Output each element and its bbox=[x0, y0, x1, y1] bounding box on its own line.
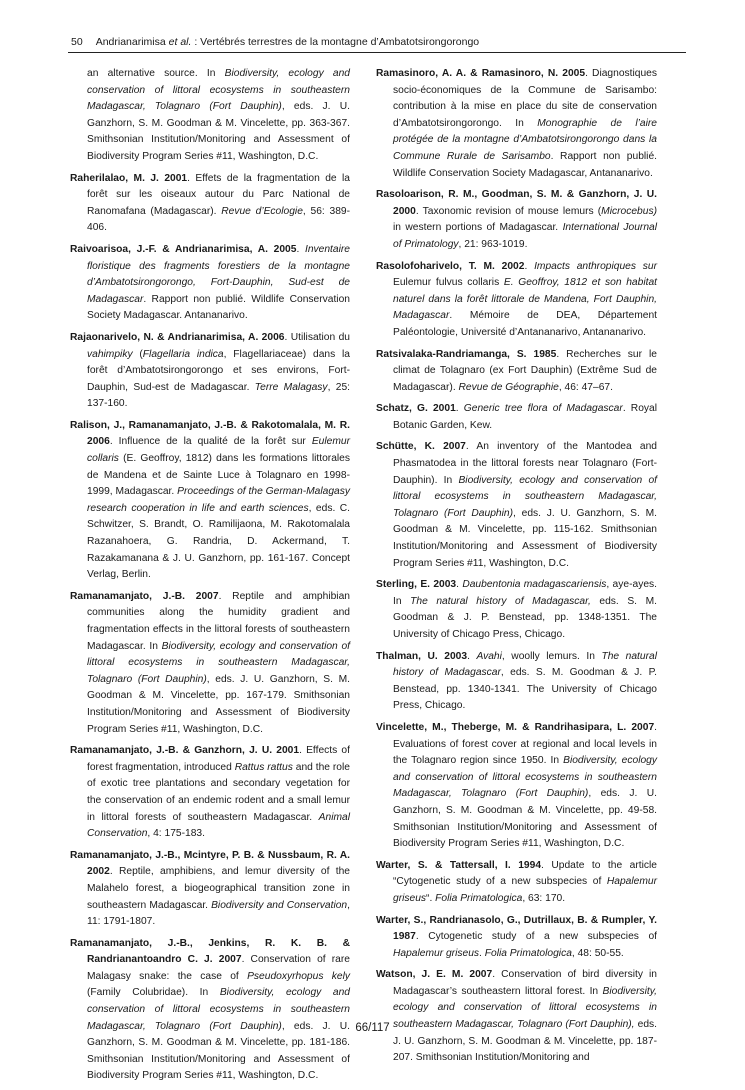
reference-text: , 21: 963-1019. bbox=[458, 238, 528, 250]
reference-entry bbox=[70, 330, 350, 413]
reference-text: (Family Colubridae). In bbox=[87, 987, 220, 999]
reference-italic-text: Generic tree flora of Madagascar bbox=[463, 403, 623, 415]
reference-text: , eds. S. M. Goodman & J. P. Benstead, pp. 1340-1341. The University of Chicago Press, Chicago. bbox=[393, 667, 657, 712]
reference-italic-text: Terre Malagasy bbox=[254, 381, 328, 393]
reference-italic-text: Avahi bbox=[476, 650, 502, 662]
reference-author-year: Rajaonarivelo, N. & Andrianarimisa, A. 2006 bbox=[70, 331, 285, 343]
reference-text: , 46: 47–67. bbox=[558, 381, 613, 393]
reference-text: . bbox=[455, 403, 464, 415]
reference-italic-text: The natural history of Madagascar bbox=[393, 650, 657, 679]
reference-entry bbox=[376, 439, 657, 572]
reference-italic-text: Flagellaria indica bbox=[142, 348, 224, 360]
reference-entry bbox=[376, 649, 657, 715]
reference-text: , Flagellariaceae) dans la forêt d’Ambatotsirongorongo et ses environs, Fort-Dauphin, Sud-est de Madagascar. bbox=[87, 348, 350, 393]
reference-entry bbox=[70, 66, 350, 166]
reference-text: , eds. J. U. Ganzhorn, S. M. Goodman & M. Vincelette, pp. 115-162. Smithsonian Institution/Monitoring and Assessment of Biodiversity Program Series #11, Washington, D.C. bbox=[393, 507, 657, 569]
reference-text: . bbox=[467, 650, 477, 662]
reference-author-year: Thalman, U. 2003 bbox=[376, 650, 468, 662]
reference-text: “. bbox=[426, 892, 436, 904]
reference-text: , eds. J. U. Ganzhorn, S. M. Goodman & M. Vincelette, pp. 363-367. Smithsonian Institution/Monitoring and Assessment of Biodiversity Program Series #11, Washington, D.C. bbox=[87, 101, 350, 162]
reference-entry bbox=[376, 187, 657, 253]
reference-author-year: Ramanamanjato, J.-B., Mcintyre, P. B. & Nussbaum, R. A. 2002 bbox=[70, 849, 350, 878]
reference-entry bbox=[376, 913, 657, 963]
reference-text: , 56: 389-406. bbox=[87, 205, 351, 234]
reference-author-year: Schütte, K. 2007 bbox=[376, 441, 466, 453]
reference-text: eds. J. U. Ganzhorn, S. M. Goodman & M. Vincelette, pp. 187-207. Smithsonian Institution/Monitoring and bbox=[393, 1019, 657, 1064]
reference-text: . bbox=[479, 947, 485, 959]
reference-text: . Cytogenetic study of a new subspecies of bbox=[415, 931, 657, 943]
reference-text: , woolly lemurs. In bbox=[501, 650, 602, 662]
reference-text: , 4: 175-183. bbox=[147, 828, 205, 840]
reference-italic-text: Biodiversity, ecology and conservation of littoral ecosystems in southeastern Madagascar, Tolagnaro (Fort Dauphin) bbox=[87, 68, 351, 113]
reference-text: , 48: 50-55. bbox=[571, 947, 624, 959]
reference-author-year: Rasolofoharivelo, T. M. 2002 bbox=[376, 260, 525, 272]
reference-entry bbox=[376, 347, 657, 397]
reference-text: . Royal Botanic Garden, Kew. bbox=[393, 403, 658, 431]
reference-text: . bbox=[296, 243, 305, 255]
reference-text: . Diagnostiques socio-économiques de la Commune de Sarisambo: contribution à la mise en place du site de conservation d’Ambatotsirongorongo. In bbox=[393, 68, 658, 129]
reference-entry bbox=[376, 967, 657, 1067]
reference-text: . bbox=[524, 260, 535, 272]
reference-entry bbox=[70, 242, 350, 325]
reference-text: , 11: 1791-1807. bbox=[87, 899, 350, 928]
reference-italic-text: Eulemur collaris bbox=[87, 436, 350, 465]
reference-italic-text: Impacts anthropiques sur bbox=[534, 260, 657, 272]
reference-italic-text: Monographie de l’aire protégée de la montagne d’Ambatotsirongorongo dans la Commune Rurale de Sarisambo bbox=[393, 117, 657, 162]
reference-author-year: Ralison, J., Ramanamanjato, J.-B. & Rakotomalala, M. R. 2006 bbox=[70, 419, 350, 448]
reference-text: . Conservation of bird diversity in Madagascar’s southeastern littoral forest. In bbox=[393, 969, 657, 997]
references-right-column bbox=[376, 66, 657, 1072]
reference-text: . Rapport non publié. Wildlife Conservation Society Madagascar, Antananarivo. bbox=[393, 150, 657, 179]
reference-italic-text: Revue de Géographie bbox=[458, 381, 559, 393]
reference-text: . Influence de la qualité de la forêt sur bbox=[109, 436, 312, 448]
reference-text: , eds. J. U. Ganzhorn, S. M. Goodman & M. Vincelette, pp. 167-179. Smithsonian Institution/Monitoring and Assessment of Biodiversity Program Series #11, Washington, D.C. bbox=[87, 673, 350, 735]
reference-text: . Update to the article “Cytogenetic study of a new subspecies of bbox=[393, 859, 657, 888]
reference-entry bbox=[376, 401, 657, 434]
reference-italic-text: Folia Primatologica bbox=[484, 947, 572, 959]
page-number: 50 bbox=[71, 36, 83, 48]
reference-text: . Conservation of rare Malagasy snake: the case of bbox=[87, 954, 350, 982]
reference-text: . Rapport non publié. Wildlife Conservation Society Madagascar. Antananarivo. bbox=[87, 293, 350, 322]
reference-italic-text: Animal Conservation bbox=[87, 811, 350, 840]
reference-italic-text: E. Geoffroy, 1812 et son habitat naturel dans la forêt littorale de Mandena, Fort Dauphin, Madagascar bbox=[393, 277, 657, 322]
reference-text: and the role of exotic tree plantations and secondary vegetation for the conservation of an endemic rodent and a small lemur in littoral forests of southeastern Madagascar. bbox=[87, 761, 350, 823]
reference-italic-text: Biodiversity, ecology and conservation of littoral ecosystems in southeastern Madagascar, Tolagnaro (Fort Dauphin) bbox=[393, 755, 657, 800]
reference-text: eds. S. M. Goodman & J. P. Benstead, pp. 1348-1351. The University of Chicago Press, Chicago. bbox=[393, 595, 657, 640]
reference-text: (E. Geoffroy, 1812) dans les formations littorales de Mandena et de Sainte Luce à Tolagnaro en 1998-1999, Madagascar. bbox=[87, 453, 350, 498]
reference-italic-text: Hapalemur griseus bbox=[393, 876, 657, 904]
reference-text: . Effets de la fragmentation de la forêt sur les oiseaux autour du Parc National de Ranomafana (Madagascar). bbox=[87, 172, 351, 217]
running-header bbox=[71, 36, 688, 48]
reference-text: an alternative source. In bbox=[87, 68, 225, 79]
reference-author-year: Schatz, G. 2001 bbox=[376, 403, 456, 415]
reference-author-year: Vincelette, M., Theberge, M. & Randrihasipara, L. 2007 bbox=[376, 721, 655, 733]
page-counter: 66/117 bbox=[355, 1022, 390, 1034]
reference-italic-text: Biodiversity, ecology and conservation of littoral ecosystems in southeastern Madagascar, Tolagnaro (Fort Dauphin) bbox=[393, 474, 658, 519]
running-title-pre: Andrianarimisa bbox=[95, 36, 169, 48]
reference-italic-text: Pseudoxyrhopus kely bbox=[247, 970, 350, 982]
reference-entry bbox=[376, 259, 657, 342]
reference-author-year: Warter, S. & Tattersall, I. 1994 bbox=[376, 859, 542, 871]
reference-italic-text: vahimpiky bbox=[87, 348, 133, 360]
reference-text: . Evaluations of forest cover at regional and local levels in the Tolagnaro region since 1950. In bbox=[393, 721, 657, 767]
reference-entry bbox=[376, 720, 657, 853]
reference-entry bbox=[70, 171, 350, 237]
reference-italic-text: Microcebus) bbox=[601, 205, 657, 217]
reference-italic-text: Biodiversity, ecology and conservation of littoral ecosystems in southeastern Madagascar, Tolagnaro (Fort Dauphin) bbox=[87, 640, 350, 685]
reference-text: . Effects of forest fragmentation, introduced bbox=[87, 745, 350, 773]
reference-italic-text: Revue d’Ecologie bbox=[221, 205, 303, 217]
running-title-etal: et al. bbox=[168, 36, 192, 48]
reference-text: . An inventory of the Mantodea and Phasmatodea in the littoral forests near Tolagnaro (Fort-Dauphin). In bbox=[393, 441, 657, 486]
reference-italic-text: Hapalemur griseus bbox=[393, 947, 480, 959]
reference-author-year: Raherilalao, M. J. 2001 bbox=[70, 172, 188, 184]
running-title-post: : Vertébrés terrestres de la montagne d’Ambatotsirongorongo bbox=[191, 36, 480, 48]
reference-text: , eds. J. U. Ganzhorn, S. M. Goodman & M. Vincelette, pp. 49-58. Smithsonian Institution/Monitoring and Assessment of Biodiversity Program Series #11, Washington, D.C. bbox=[393, 788, 657, 850]
reference-text: in western portions of Madagascar. bbox=[393, 222, 563, 234]
reference-italic-text: Biodiversity, ecology and conservation of littoral ecosystems in southeastern Madagascar, Tolagnaro (Fort Dauphin), bbox=[393, 985, 657, 1031]
reference-italic-text: Biodiversity and Conservation bbox=[211, 899, 348, 911]
reference-entry bbox=[70, 418, 350, 584]
reference-entry bbox=[70, 743, 350, 843]
reference-text: . Reptile, amphibiens, and lemur diversity of the Malahelo forest, a biogeographical transition zone in southeastern Madagascar. bbox=[87, 866, 350, 911]
reference-text: , eds. J. U. Ganzhorn, S. M. Goodman & M. Vincelette, pp. 181-186. Smithsonian Institution/Monitoring and Assessment of Biodiversity Program Series #11, Washington, D.C. bbox=[87, 1020, 350, 1082]
references-left-column bbox=[70, 66, 350, 1090]
reference-text: , aye-ayes. In bbox=[393, 579, 657, 607]
reference-author-year: Raivoarisoa, J.-F. & Andrianarimisa, A. 2005 bbox=[70, 243, 297, 255]
reference-text: . Mémoire de DEA, Département Paléontologie, Université d’Antananarivo, Antananarivo. bbox=[393, 310, 657, 338]
reference-author-year: Ratsivalaka-Randriamanga, S. 1985 bbox=[376, 348, 557, 360]
reference-text: , eds. C. Schwitzer, S. Brandt, O. Ramilijaona, M. Rakotomalala Razanahoera, G. Randria, D. Ackermand, T. Razakamanana & J. U. Ganzhorn, pp. 161-167. Concept Verlag, Berlin. bbox=[87, 502, 350, 581]
reference-text: Eulemur fulvus collaris bbox=[393, 277, 504, 289]
reference-author-year: Ramasinoro, A. A. & Ramasinoro, N. 2005 bbox=[376, 68, 586, 79]
reference-author-year: Sterling, E. 2003 bbox=[376, 579, 457, 591]
reference-author-year: Ramanamanjato, J.-B. & Ganzhorn, J. U. 2001 bbox=[70, 745, 300, 757]
reference-text: , 25: 137-160. bbox=[87, 381, 350, 410]
reference-text: . Taxonomic revision of mouse lemurs ( bbox=[415, 205, 602, 217]
reference-italic-text: Proceedings of the German-Malagasy research cooperation in life and earth sciences bbox=[87, 486, 350, 514]
reference-italic-text: International Journal of Primatology bbox=[393, 222, 657, 250]
reference-entry bbox=[376, 66, 657, 182]
reference-entry bbox=[376, 577, 657, 643]
reference-italic-text: The natural history of Madagascar, bbox=[410, 595, 591, 607]
reference-entry bbox=[70, 936, 350, 1085]
reference-entry bbox=[70, 848, 350, 931]
reference-entry bbox=[70, 589, 350, 738]
reference-author-year: Watson, J. E. M. 2007 bbox=[376, 969, 493, 981]
reference-text: , 63: 170. bbox=[522, 892, 566, 904]
reference-italic-text: Inventaire floristique des fragments forestiers de la montagne d’Ambatotsirongorongo, Fort-Dauphin, Sud-est de Madagascar bbox=[87, 243, 350, 305]
reference-author-year: Ramanamanjato, J.-B., Jenkins, R. K. B. & Randrianantoandro C. J. 2007 bbox=[70, 937, 350, 966]
reference-italic-text: Daubentonia madagascariensis bbox=[462, 579, 607, 591]
reference-text: . bbox=[456, 579, 463, 591]
reference-author-year: Ramanamanjato, J.-B. 2007 bbox=[70, 590, 219, 602]
reference-italic-text: Biodiversity, ecology and conservation of littoral ecosystems in southeastern Madagascar, Tolagnaro (Fort Dauphin) bbox=[87, 987, 350, 1032]
reference-author-year: Rasoloarison, R. M., Goodman, S. M. & Ganzhorn, J. U. 2000 bbox=[376, 189, 657, 217]
reference-author-year: Warter, S., Randrianasolo, G., Dutrillaux, B. & Rumpler, Y. 1987 bbox=[376, 914, 657, 943]
reference-italic-text: Folia Primatologica bbox=[435, 892, 523, 904]
reference-text: . Recherches sur le climat de Tolagnaro (ex Fort Dauphin) (Extrême Sud de Madagascar). bbox=[393, 348, 657, 393]
reference-text: . Utilisation du bbox=[284, 331, 350, 343]
reference-text: . Reptile and amphibian communities along the humidity gradient and fragmentation effects in the littoral forests of southeastern Madagascar. In bbox=[87, 590, 350, 652]
reference-italic-text: Rattus rattus bbox=[234, 761, 293, 773]
reference-entry bbox=[376, 858, 657, 908]
header-rule bbox=[68, 52, 686, 53]
reference-text: ( bbox=[132, 348, 143, 360]
